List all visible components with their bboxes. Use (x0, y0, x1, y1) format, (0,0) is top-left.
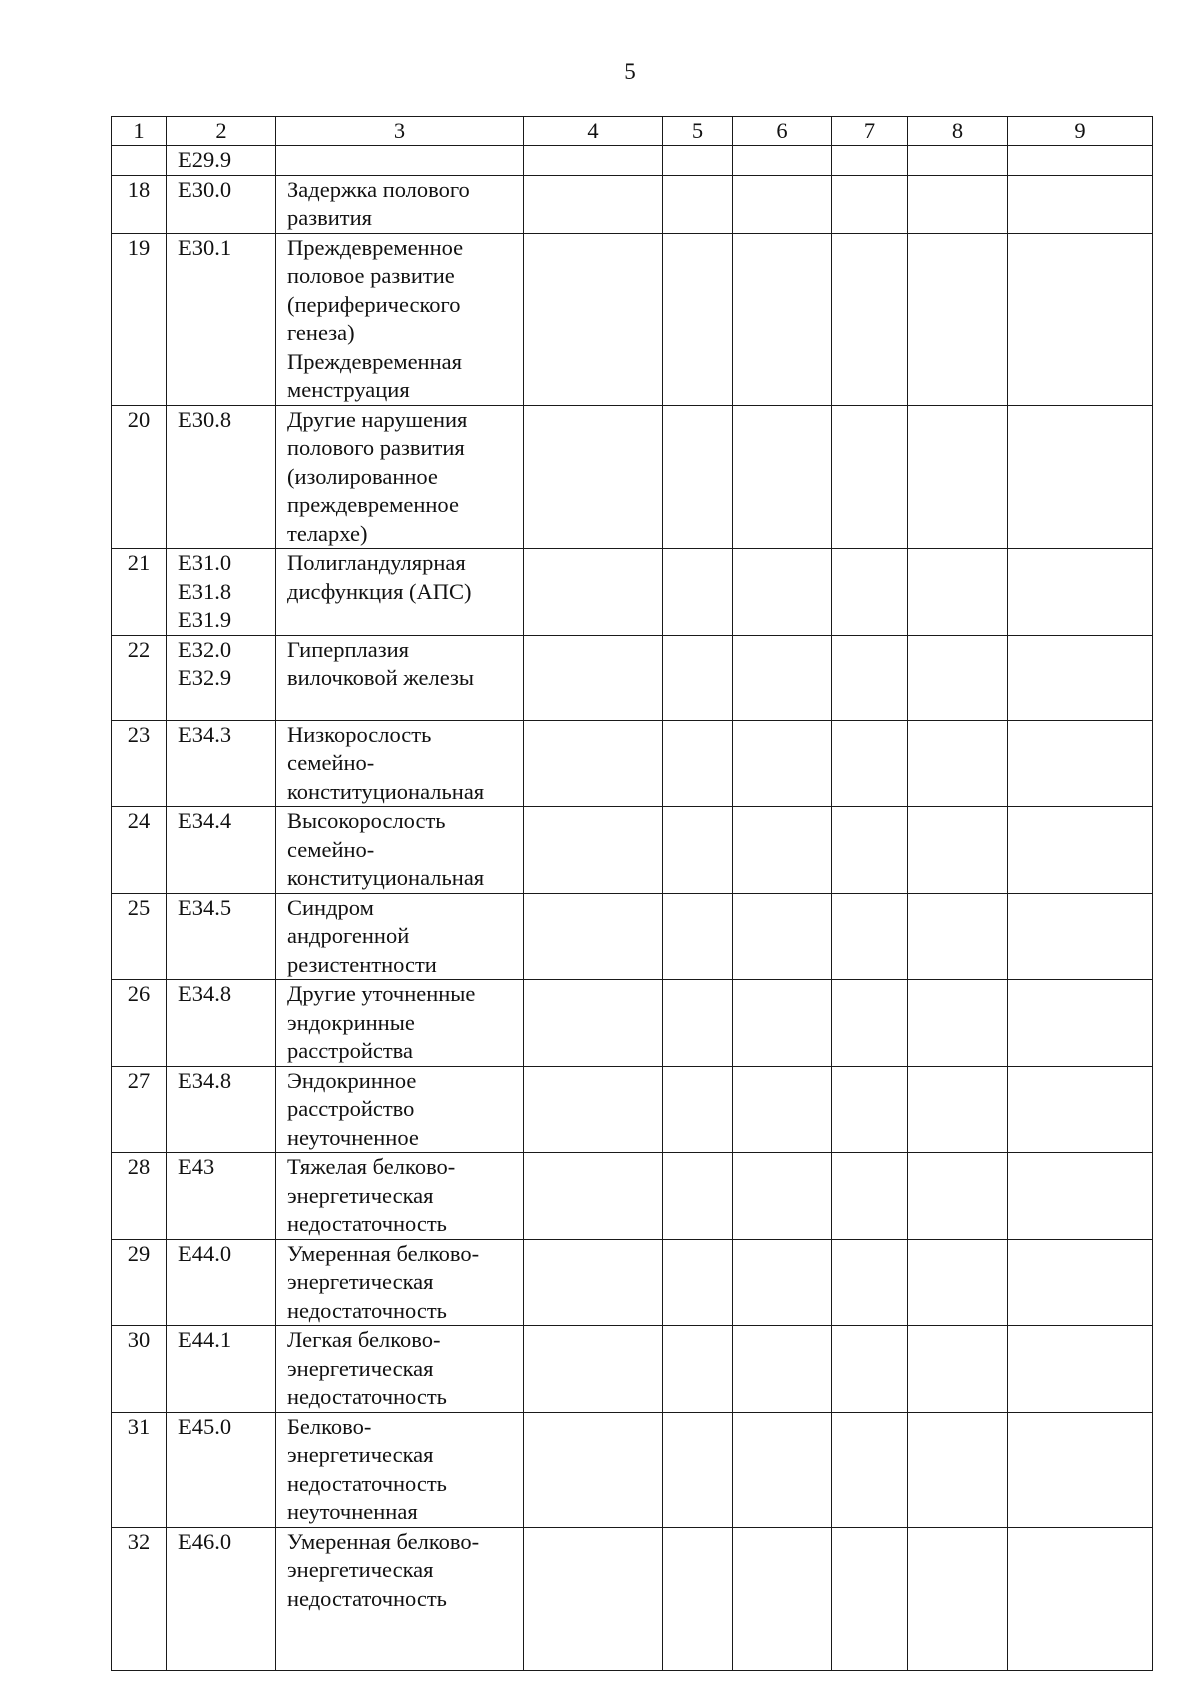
empty-cell-col-8 (908, 807, 1008, 894)
empty-cell-col-6 (733, 1527, 832, 1670)
diagnosis-name-cell: Умеренная белково- энергетическая недостаточность (276, 1239, 524, 1326)
empty-cell-col-5 (663, 1412, 733, 1527)
empty-cell-col-8 (908, 175, 1008, 233)
empty-cell-col-9 (1008, 1412, 1153, 1527)
table-row (112, 893, 1153, 980)
empty-cell-col-9 (1008, 233, 1153, 405)
column-header-7: 7 (832, 117, 908, 146)
empty-cell-col-9 (1008, 1527, 1153, 1670)
empty-cell-col-7 (832, 720, 908, 807)
diagnosis-name-cell: Преждевременное половое развитие (периферического генеза) Преждевременная менструация (276, 233, 524, 405)
diagnosis-name-cell: Белково- энергетическая недостаточность неуточненная (276, 1412, 524, 1527)
empty-cell-col-4 (524, 1239, 663, 1326)
icd-code-cell: E32.0 E32.9 (167, 635, 276, 720)
empty-cell-col-6 (733, 980, 832, 1067)
column-header-4: 4 (524, 117, 663, 146)
row-number-cell: 21 (112, 549, 167, 636)
column-header-2: 2 (167, 117, 276, 146)
empty-cell-col-4 (524, 720, 663, 807)
empty-cell-col-9 (1008, 405, 1153, 549)
diagnosis-name-cell: Другие уточненные эндокринные расстройства (276, 980, 524, 1067)
table-row (112, 405, 1153, 549)
empty-cell-col-7 (832, 807, 908, 894)
table-row (112, 1326, 1153, 1413)
empty-cell-col-7 (832, 549, 908, 636)
empty-cell-col-9 (1008, 893, 1153, 980)
table-row (112, 635, 1153, 720)
table-body (112, 117, 1153, 1671)
diagnosis-name-cell: Умеренная белково- энергетическая недостаточность (276, 1527, 524, 1670)
table-row (112, 175, 1153, 233)
row-number-cell: 31 (112, 1412, 167, 1527)
empty-cell-col-9 (1008, 1066, 1153, 1153)
empty-cell-col-7 (832, 233, 908, 405)
column-header-1: 1 (112, 117, 167, 146)
empty-cell-col-7 (832, 146, 908, 176)
empty-cell-col-6 (733, 549, 832, 636)
empty-cell-col-7 (832, 1412, 908, 1527)
empty-cell-col-6 (733, 635, 832, 720)
empty-cell-col-6 (733, 405, 832, 549)
table-row (112, 1153, 1153, 1240)
empty-cell-col-9 (1008, 720, 1153, 807)
icd-code-cell: E43 (167, 1153, 276, 1240)
empty-cell-col-7 (832, 893, 908, 980)
empty-cell-col-6 (733, 1412, 832, 1527)
empty-cell-col-7 (832, 980, 908, 1067)
empty-cell-col-6 (733, 233, 832, 405)
empty-cell-col-4 (524, 1326, 663, 1413)
empty-cell-col-8 (908, 1527, 1008, 1670)
empty-cell-col-6 (733, 175, 832, 233)
empty-cell-col-8 (908, 1066, 1008, 1153)
empty-cell-col-6 (733, 1326, 832, 1413)
empty-cell-col-4 (524, 635, 663, 720)
table-row (112, 1239, 1153, 1326)
empty-cell-col-4 (524, 1527, 663, 1670)
empty-cell-col-6 (733, 1066, 832, 1153)
icd-code-cell: E46.0 (167, 1527, 276, 1670)
icd-code-cell: E34.5 (167, 893, 276, 980)
empty-cell-col-8 (908, 146, 1008, 176)
empty-cell-col-9 (1008, 549, 1153, 636)
empty-cell-col-5 (663, 175, 733, 233)
column-header-6: 6 (733, 117, 832, 146)
diagnosis-name-cell: Эндокринное расстройство неуточненное (276, 1066, 524, 1153)
empty-cell-col-9 (1008, 635, 1153, 720)
empty-cell-col-8 (908, 720, 1008, 807)
table-row (112, 1527, 1153, 1670)
empty-cell-col-5 (663, 233, 733, 405)
empty-cell-col-5 (663, 1326, 733, 1413)
table-row (112, 980, 1153, 1067)
empty-cell-col-4 (524, 980, 663, 1067)
empty-cell-col-4 (524, 807, 663, 894)
empty-cell-col-6 (733, 807, 832, 894)
empty-cell-col-9 (1008, 980, 1153, 1067)
empty-cell-col-4 (524, 1066, 663, 1153)
icd-code-cell: E34.3 (167, 720, 276, 807)
empty-cell-col-8 (908, 980, 1008, 1067)
table-row (112, 146, 1153, 176)
empty-cell-col-4 (524, 1153, 663, 1240)
icd-code-cell: E34.8 (167, 980, 276, 1067)
icd-code-cell: E34.8 (167, 1066, 276, 1153)
row-number-cell: 26 (112, 980, 167, 1067)
empty-cell-col-4 (524, 175, 663, 233)
empty-cell-col-6 (733, 893, 832, 980)
column-header-5: 5 (663, 117, 733, 146)
empty-cell-col-9 (1008, 1239, 1153, 1326)
empty-cell-col-5 (663, 980, 733, 1067)
empty-cell-col-8 (908, 233, 1008, 405)
diagnosis-name-cell: Полигландулярная дисфункция (АПС) (276, 549, 524, 636)
empty-cell-col-8 (908, 635, 1008, 720)
row-number-cell: 25 (112, 893, 167, 980)
page-number: 5 (624, 59, 636, 84)
row-number-cell: 29 (112, 1239, 167, 1326)
empty-cell-col-7 (832, 1527, 908, 1670)
icd-code-cell: E30.1 (167, 233, 276, 405)
empty-cell-col-5 (663, 1239, 733, 1326)
table-row (112, 1412, 1153, 1527)
empty-cell-col-6 (733, 1153, 832, 1240)
empty-cell-col-5 (663, 807, 733, 894)
empty-cell-col-8 (908, 549, 1008, 636)
row-number-cell: 24 (112, 807, 167, 894)
row-number-cell (112, 146, 167, 176)
empty-cell-col-8 (908, 1412, 1008, 1527)
empty-cell-col-8 (908, 1239, 1008, 1326)
diagnosis-name-cell: Высокорослость семейно- конституциональная (276, 807, 524, 894)
table-header-row (112, 117, 1153, 146)
empty-cell-col-5 (663, 1153, 733, 1240)
classification-table (111, 116, 1153, 1671)
row-number-cell: 28 (112, 1153, 167, 1240)
empty-cell-col-5 (663, 1066, 733, 1153)
icd-code-cell: E44.1 (167, 1326, 276, 1413)
table-row (112, 233, 1153, 405)
empty-cell-col-4 (524, 146, 663, 176)
row-number-cell: 18 (112, 175, 167, 233)
empty-cell-col-4 (524, 1412, 663, 1527)
empty-cell-col-4 (524, 893, 663, 980)
table-row (112, 720, 1153, 807)
empty-cell-col-4 (524, 549, 663, 636)
empty-cell-col-7 (832, 1326, 908, 1413)
icd-code-cell: E30.8 (167, 405, 276, 549)
empty-cell-col-5 (663, 635, 733, 720)
empty-cell-col-6 (733, 720, 832, 807)
empty-cell-col-4 (524, 233, 663, 405)
diagnosis-name-cell: Задержка полового развития (276, 175, 524, 233)
empty-cell-col-4 (524, 405, 663, 549)
row-number-cell: 22 (112, 635, 167, 720)
column-header-3: 3 (276, 117, 524, 146)
empty-cell-col-5 (663, 405, 733, 549)
empty-cell-col-7 (832, 175, 908, 233)
empty-cell-col-7 (832, 1153, 908, 1240)
empty-cell-col-5 (663, 146, 733, 176)
empty-cell-col-8 (908, 405, 1008, 549)
column-header-8: 8 (908, 117, 1008, 146)
icd-code-cell: E31.0 E31.8 E31.9 (167, 549, 276, 636)
table-row (112, 1066, 1153, 1153)
diagnosis-name-cell: Низкорослость семейно- конституциональная (276, 720, 524, 807)
empty-cell-col-5 (663, 1527, 733, 1670)
empty-cell-col-9 (1008, 1326, 1153, 1413)
diagnosis-name-cell (276, 146, 524, 176)
empty-cell-col-5 (663, 720, 733, 807)
diagnosis-name-cell: Гиперплазия вилочковой железы (276, 635, 524, 720)
empty-cell-col-5 (663, 549, 733, 636)
empty-cell-col-9 (1008, 807, 1153, 894)
column-header-9: 9 (1008, 117, 1153, 146)
empty-cell-col-7 (832, 635, 908, 720)
table-row (112, 807, 1153, 894)
empty-cell-col-7 (832, 1239, 908, 1326)
diagnosis-name-cell: Синдром андрогенной резистентности (276, 893, 524, 980)
diagnosis-name-cell: Легкая белково- энергетическая недостаточность (276, 1326, 524, 1413)
empty-cell-col-7 (832, 1066, 908, 1153)
diagnosis-name-cell: Тяжелая белково- энергетическая недостаточность (276, 1153, 524, 1240)
empty-cell-col-8 (908, 893, 1008, 980)
row-number-cell: 30 (112, 1326, 167, 1413)
empty-cell-col-9 (1008, 146, 1153, 176)
empty-cell-col-9 (1008, 175, 1153, 233)
row-number-cell: 19 (112, 233, 167, 405)
diagnosis-name-cell: Другие нарушения полового развития (изолированное преждевременное телархе) (276, 405, 524, 549)
row-number-cell: 20 (112, 405, 167, 549)
table-row (112, 549, 1153, 636)
row-number-cell: 27 (112, 1066, 167, 1153)
empty-cell-col-7 (832, 405, 908, 549)
row-number-cell: 23 (112, 720, 167, 807)
empty-cell-col-8 (908, 1153, 1008, 1240)
icd-code-cell: E30.0 (167, 175, 276, 233)
icd-code-cell: E45.0 (167, 1412, 276, 1527)
empty-cell-col-6 (733, 146, 832, 176)
icd-code-cell: E29.9 (167, 146, 276, 176)
icd-code-cell: E44.0 (167, 1239, 276, 1326)
empty-cell-col-6 (733, 1239, 832, 1326)
empty-cell-col-9 (1008, 1153, 1153, 1240)
empty-cell-col-8 (908, 1326, 1008, 1413)
empty-cell-col-5 (663, 893, 733, 980)
icd-code-cell: E34.4 (167, 807, 276, 894)
row-number-cell: 32 (112, 1527, 167, 1670)
